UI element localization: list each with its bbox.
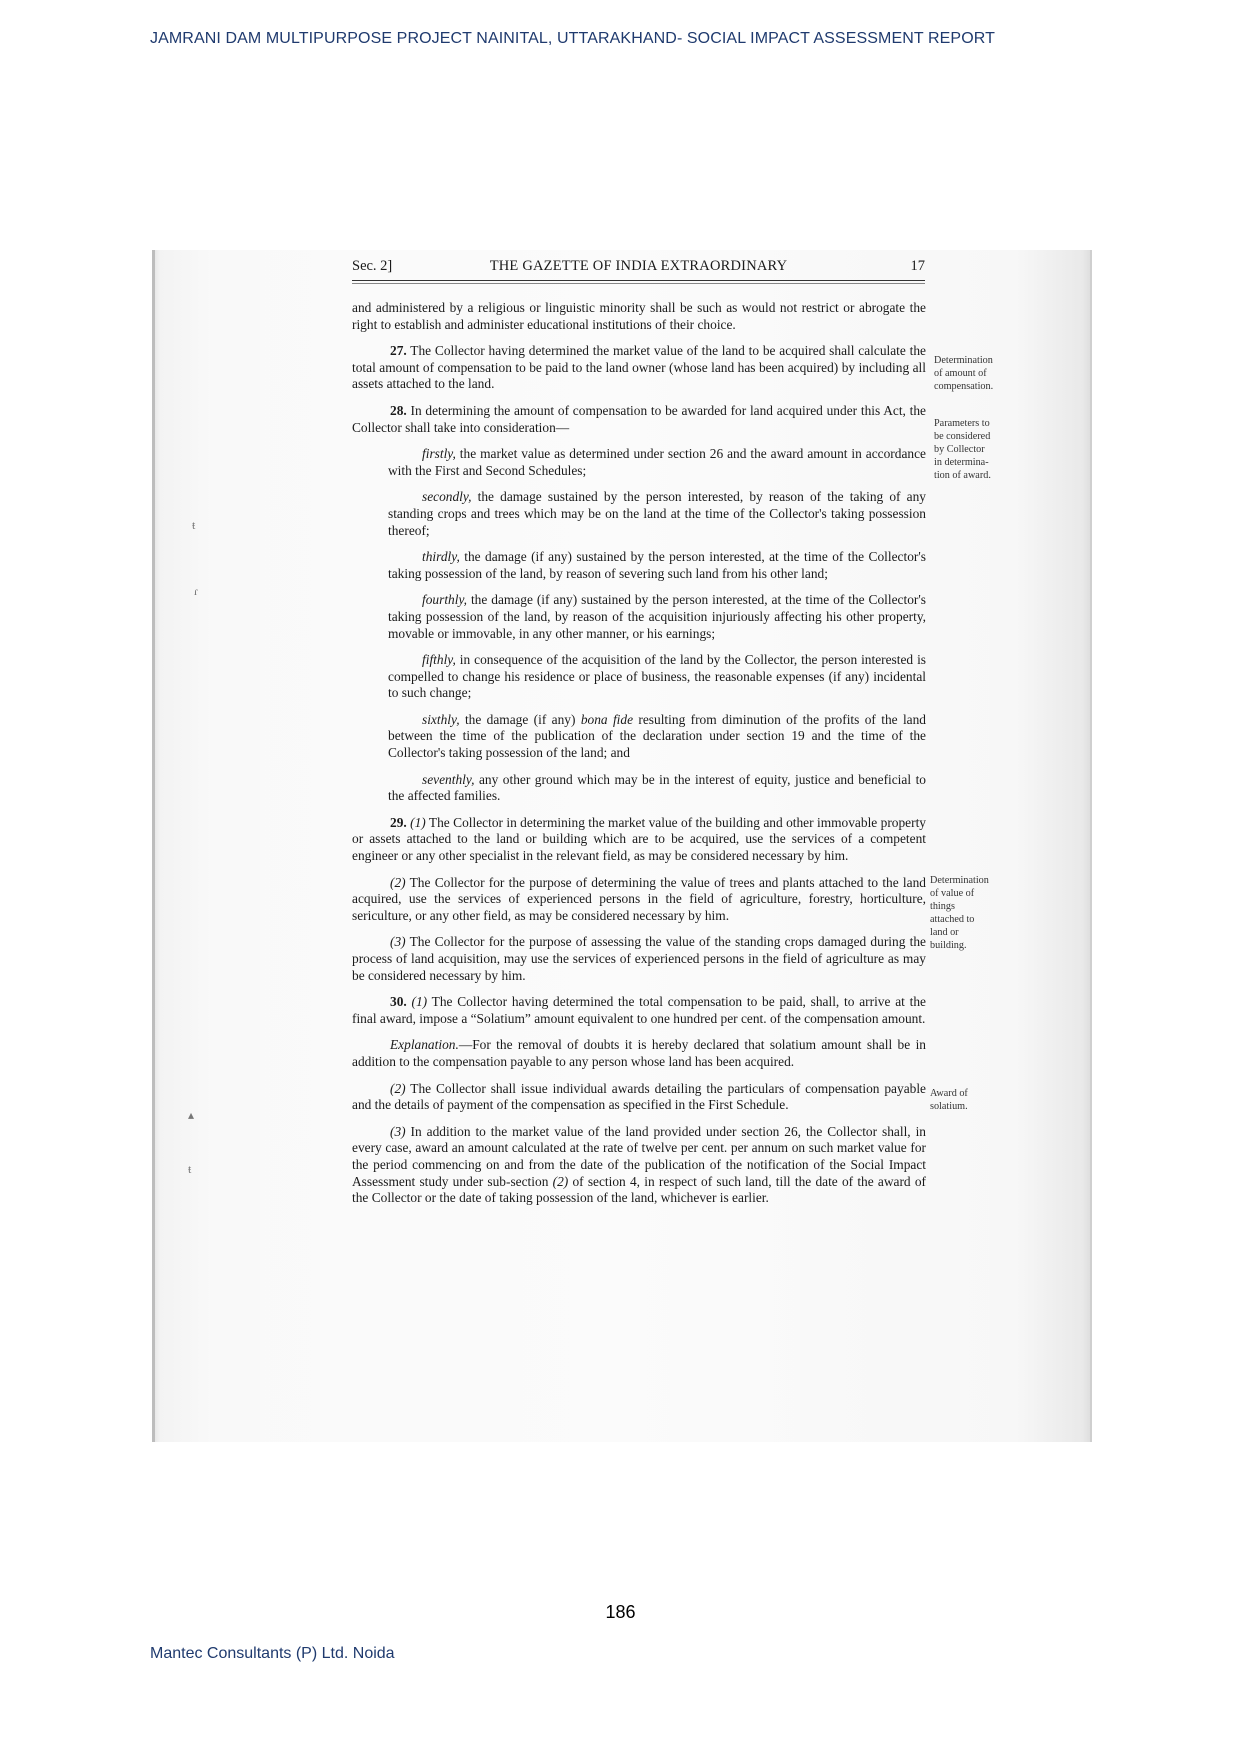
clause-firstly: firstly, the market value as determined under section 26 and the award amount in accordance with the First and Second Schedules;: [388, 446, 926, 478]
clause-fifthly: fifthly, in consequence of the acquisition of the land by the Collector, the person interested is compelled to change his residence or place of business, the reasonable expenses (if any) incidental to such change;: [388, 652, 926, 701]
gazette-section: Sec. 2]: [352, 258, 393, 274]
section-30-3: (3) In addition to the market value of the land provided under section 26, the Collector shall, in every case, award an amount calculated at the rate of twelve per cent. per annum on such market value for the period commencing on and from the date of the publication of the notification of the Social Impact Assessment study under sub-section (2) of section 4, in respect of such land, till the date of the award of the Collector or the date of taking possession of the land, whichever is earlier.: [352, 1123, 926, 1206]
section-30-1: 30. (1) The Collector having determined the total compensation to be paid, shall, to arrive at the final award, impose a “Solatium” amount equivalent to one hundred per cent. of the compensation amount.: [352, 994, 926, 1026]
section-29-3: (3) The Collector for the purpose of assessing the value of the standing crops damaged during the process of land acquisition, may use the services of experienced persons in the field of agriculture as may be considered necessary by him.: [352, 934, 926, 983]
section-27: 27. The Collector having determined the market value of the land to be acquired shall calculate the total amount of compensation to be paid to the land owner (whose land has been acquired) by including all assets attached to the land.: [352, 343, 926, 392]
page-number: 186: [605, 1602, 636, 1622]
gazette-title: THE GAZETTE OF INDIA EXTRAORDINARY: [489, 258, 788, 274]
side-note-27: Determination of amount of compensation.: [934, 355, 994, 392]
scan-right-edge: [1090, 250, 1092, 1442]
section-28: 28. In determining the amount of compensation to be awarded for land acquired under this Act, the Collector shall take into consideration—: [352, 402, 926, 435]
gazette-header-rule: [352, 283, 925, 284]
clause-fourthly: fourthly, the damage (if any) sustained by the person interested, at the time of the Collector's taking possession of the land, by reason of the acquisition injuriously affecting his other property, movable or immovable, in any other manner, or his earnings;: [388, 592, 926, 641]
gazette-page-number: 17: [910, 258, 925, 274]
section-30-explanation: Explanation.—For the removal of doubts it is hereby declared that solatium amount shall be in addition to the compensation payable to any person whose land has been acquired.: [352, 1037, 926, 1069]
margin-mark: ɾ: [194, 584, 198, 598]
section-29-2: (2) The Collector for the purpose of determining the value of trees and plants attached to the land acquired, use the services of experienced persons in the field of agriculture, forestry, horticulture, sericulture, or any other field, as may be considered necessary by him.: [352, 874, 926, 923]
scan-left-edge: [152, 250, 155, 1442]
side-note-30: Award of solatium.: [930, 1088, 968, 1112]
gazette-body: [352, 300, 926, 1217]
margin-mark: ŧ: [192, 518, 196, 532]
scanned-gazette-page: [152, 250, 1092, 1442]
section-29-1: 29. (1) The Collector in determining the market value of the building and other immovable property or assets attached to the land or building which are to be acquired, use the services of a competent engineer or any other specialist in the relevant field, as may be considered necessary by him.: [352, 814, 926, 864]
report-footer-company: Mantec Consultants (P) Ltd. Noida: [150, 1645, 395, 1662]
side-note-29: Determination of value of things attached to land or building.: [930, 875, 989, 951]
clause-secondly: secondly, the damage sustained by the person interested, by reason of the taking of any standing crops and trees which may be on the land at the time of the Collector's taking possession thereof;: [388, 489, 926, 538]
margin-mark: ▴: [188, 1108, 195, 1122]
gazette-header: [352, 258, 925, 281]
paragraph-continuation: and administered by a religious or linguistic minority shall be such as would not restrict or abrogate the right to establish and administer educational institutions of their choice.: [352, 300, 926, 332]
side-note-28: Parameters to be considered by Collector in determina- tion of award.: [934, 418, 991, 481]
section-30-2: (2) The Collector shall issue individual awards detailing the particulars of compensation payable and the details of payment of the compensation as specified in the First Schedule.: [352, 1080, 926, 1113]
report-header-title: JAMRANI DAM MULTIPURPOSE PROJECT NAINITAL, UTTARAKHAND- SOCIAL IMPACT ASSESSMENT REPORT: [150, 30, 995, 47]
clause-sixthly: sixthly, the damage (if any) bona fide resulting from diminution of the profits of the land between the time of the publication of the declaration under section 19 and the time of the Collector's taking possession of the land; and: [388, 711, 926, 761]
clause-thirdly: thirdly, the damage (if any) sustained by the person interested, at the time of the Collector's taking possession of the land, by reason of severing such land from his other land;: [388, 549, 926, 581]
clause-seventhly: seventhly, any other ground which may be in the interest of equity, justice and beneficial to the affected families.: [388, 771, 926, 804]
margin-mark: ŧ: [188, 1162, 192, 1176]
